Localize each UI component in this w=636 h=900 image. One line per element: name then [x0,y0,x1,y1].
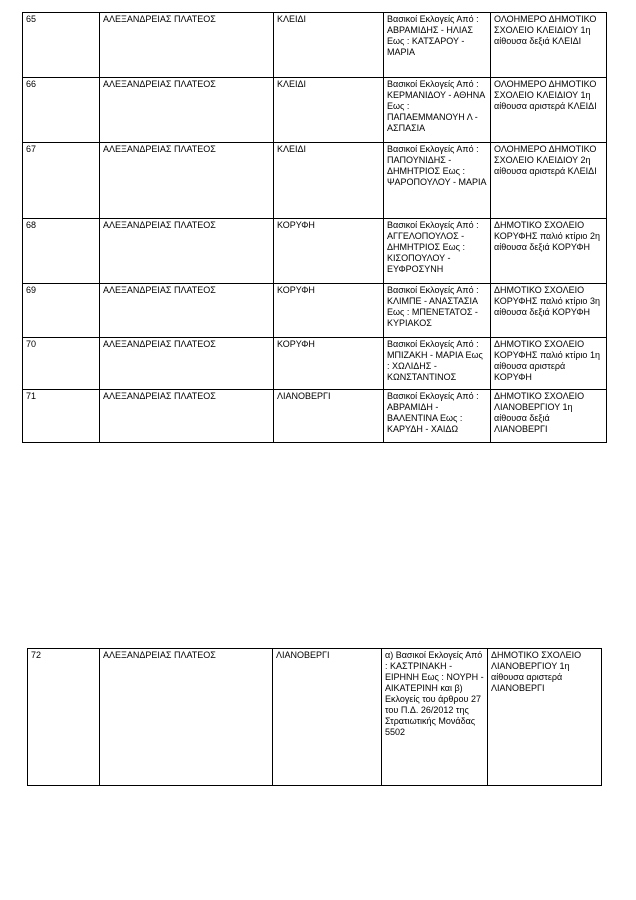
locality: ΚΛΕΙΔΙ [274,143,384,219]
table-row [23,143,607,219]
station-location: ΔΗΜΟΤΙΚΟ ΣΧΟΛΕΙΟ ΚΟΡΥΦΗΣ παλιό κτίριο 3η αίθουσα δεξιά ΚΟΡΥΦΗ [491,284,607,338]
station-number: 66 [23,78,100,143]
table-row [23,13,607,78]
municipality: ΑΛΕΞΑΝΔΡΕΙΑΣ ΠΛΑΤΕΟΣ [100,13,274,78]
station-location: ΔΗΜΟΤΙΚΟ ΣΧΟΛΕΙΟ ΛΙΑΝΟΒΕΡΓΙΟΥ 1η αίθουσα αριστερά ΛΙΑΝΟΒΕΡΓΙ [488,649,602,786]
locality: ΛΙΑΝΟΒΕΡΓΙ [274,390,384,443]
municipality: ΑΛΕΞΑΝΔΡΕΙΑΣ ΠΛΑΤΕΟΣ [100,78,274,143]
voters-range: Βασικοί Εκλογείς Από : ΚΛΙΜΠΕ - ΑΝΑΣΤΑΣΙΑ Εως : ΜΠΕΝΕΤΑΤΟΣ - ΚΥΡΙΑΚΟΣ [384,284,491,338]
voters-range: Βασικοί Εκλογείς Από : ΠΑΠΟΥΝΙΔΗΣ - ΔΗΜΗΤΡΙΟΣ Εως : ΨΑΡΟΠΟΥΛΟΥ - ΜΑΡΙΑ [384,143,491,219]
table-row [28,649,602,786]
table-row [23,390,607,443]
locality: ΚΟΡΥΦΗ [274,338,384,390]
voters-range: Βασικοί Εκλογείς Από : ΜΠΙΖΑΚΗ - ΜΑΡΙΑ Εως : ΧΩΛΙΔΗΣ - ΚΩΝΣΤΑΝΤΙΝΟΣ [384,338,491,390]
municipality: ΑΛΕΞΑΝΔΡΕΙΑΣ ΠΛΑΤΕΟΣ [100,390,274,443]
voters-range: α) Βασικοί Εκλογείς Από : ΚΑΣΤΡΙΝΑΚΗ - ΕΙΡΗΝΗ Εως : ΝΟΥΡΗ - ΑΙΚΑΤΕΡΙΝΗ και β) Εκλογείς του άρθρου 27 του Π.Δ. 26/2012 της Στρατιωτικής Μονάδας 5502 [382,649,488,786]
table-row [23,78,607,143]
station-number: 65 [23,13,100,78]
station-number: 72 [28,649,100,786]
voters-range: Βασικοί Εκλογείς Από : ΑΒΡΑΜΙΔΗΣ - ΗΛΙΑΣ Εως : ΚΑΤΣΑΡΟΥ - ΜΑΡΙΑ [384,13,491,78]
station-location: ΔΗΜΟΤΙΚΟ ΣΧΟΛΕΙΟ ΚΟΡΥΦΗΣ παλιό κτίριο 2η αίθουσα δεξιά ΚΟΡΥΦΗ [491,219,607,284]
voters-range: Βασικοί Εκλογείς Από : ΚΕΡΜΑΝΙΔΟΥ - ΑΘΗΝΑ Εως : ΠΑΠΑΕΜΜΑΝΟΥΗ Λ - ΑΣΠΑΣΙΑ [384,78,491,143]
municipality: ΑΛΕΞΑΝΔΡΕΙΑΣ ΠΛΑΤΕΟΣ [100,219,274,284]
station-number: 69 [23,284,100,338]
polling-stations-table [22,12,607,443]
locality: ΛΙΑΝΟΒΕΡΓΙ [273,649,382,786]
municipality: ΑΛΕΞΑΝΔΡΕΙΑΣ ΠΛΑΤΕΟΣ [100,143,274,219]
station-location: ΟΛΟΗΜΕΡΟ ΔΗΜΟΤΙΚΟ ΣΧΟΛΕΙΟ ΚΛΕΙΔΙΟΥ 1η αίθουσα δεξιά ΚΛΕΙΔΙ [491,13,607,78]
municipality: ΑΛΕΞΑΝΔΡΕΙΑΣ ΠΛΑΤΕΟΣ [100,284,274,338]
station-number: 70 [23,338,100,390]
municipality: ΑΛΕΞΑΝΔΡΕΙΑΣ ΠΛΑΤΕΟΣ [100,338,274,390]
station-location: ΟΛΟΗΜΕΡΟ ΔΗΜΟΤΙΚΟ ΣΧΟΛΕΙΟ ΚΛΕΙΔΙΟΥ 2η αίθουσα αριστερά ΚΛΕΙΔΙ [491,143,607,219]
station-number: 71 [23,390,100,443]
locality: ΚΛΕΙΔΙ [274,13,384,78]
station-number: 68 [23,219,100,284]
station-location: ΔΗΜΟΤΙΚΟ ΣΧΟΛΕΙΟ ΚΟΡΥΦΗΣ παλιό κτίριο 1η αίθουσα αριστερά ΚΟΡΥΦΗ [491,338,607,390]
voters-range: Βασικοί Εκλογείς Από : ΑΒΡΑΜΙΔΗ - ΒΑΛΕΝΤΙΝΑ Εως : ΚΑΡΥΔΗ - ΧΑΙΔΩ [384,390,491,443]
station-number: 67 [23,143,100,219]
table-row [23,219,607,284]
polling-stations-table-continued [27,648,602,786]
locality: ΚΛΕΙΔΙ [274,78,384,143]
municipality: ΑΛΕΞΑΝΔΡΕΙΑΣ ΠΛΑΤΕΟΣ [100,649,273,786]
table-row [23,338,607,390]
locality: ΚΟΡΥΦΗ [274,219,384,284]
station-location: ΔΗΜΟΤΙΚΟ ΣΧΟΛΕΙΟ ΛΙΑΝΟΒΕΡΓΙΟΥ 1η αίθουσα δεξιά ΛΙΑΝΟΒΕΡΓΙ [491,390,607,443]
voters-range: Βασικοί Εκλογείς Από : ΑΓΓΕΛΟΠΟΥΛΟΣ - ΔΗΜΗΤΡΙΟΣ Εως : ΚΙΣΟΠΟΥΛΟΥ - ΕΥΦΡΟΣΥΝΗ [384,219,491,284]
locality: ΚΟΡΥΦΗ [274,284,384,338]
table-row [23,284,607,338]
station-location: ΟΛΟΗΜΕΡΟ ΔΗΜΟΤΙΚΟ ΣΧΟΛΕΙΟ ΚΛΕΙΔΙΟΥ 1η αίθουσα αριστερά ΚΛΕΙΔΙ [491,78,607,143]
